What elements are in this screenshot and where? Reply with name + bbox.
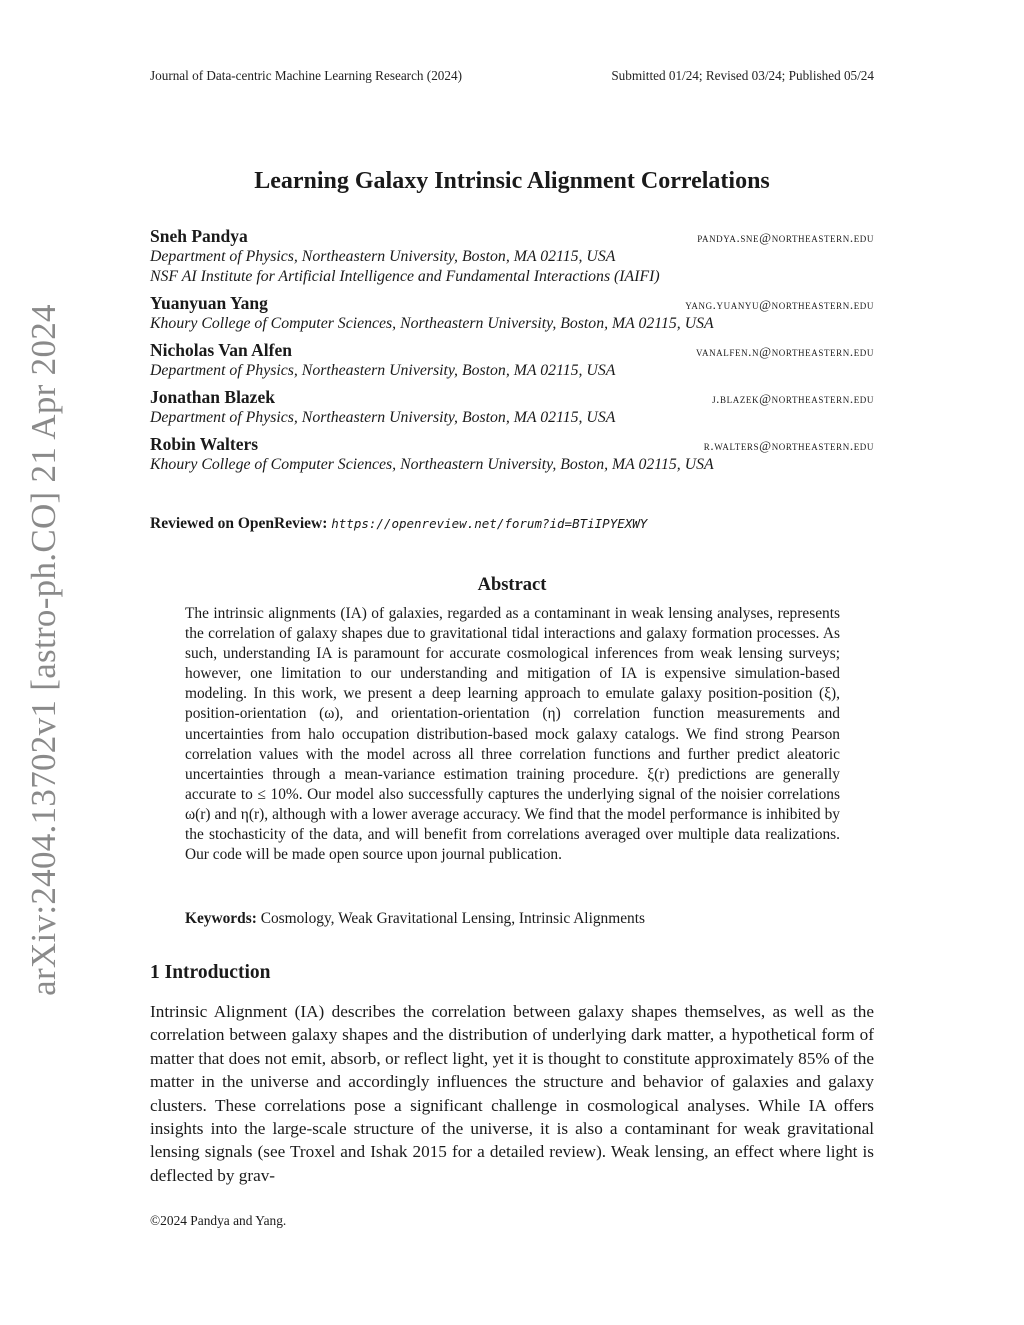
- author-list: [150, 226, 874, 481]
- author-affiliation: Khoury College of Computer Sciences, Northeastern University, Boston, MA 02115, USA: [150, 315, 714, 332]
- author-affiliation: Khoury College of Computer Sciences, Northeastern University, Boston, MA 02115, USA: [150, 456, 714, 473]
- author-name: Sneh Pandya: [150, 226, 248, 246]
- author-name: Robin Walters: [150, 434, 259, 454]
- abstract-text: The intrinsic alignments (IA) of galaxies, regarded as a contaminant in weak lensing analyses, represents the correlation of galaxy shapes due to gravitational tidal interactions and galaxy formation processes. As such, understanding IA is paramount for accurate cosmological inferences from weak lensing surveys; however, one limitation to our understanding and mitigation of IA is expensive simulation-based modeling. In this work, we present a deep learning approach to emulate galaxy position-position (ξ), position-orientation (ω), and orientation-orientation (η) correlation function measurements and uncertainties from halo occupation distribution-based mock galaxy catalogs. We find strong Pearson correlation values with the model across all three correlation functions and further predict aleatoric uncertainties through a mean-variance estimation training procedure. ξ(r) predictions are generally accurate to ≤ 10%. Our model also successfully captures the underlying signal of the noisier correlations ω(r) and η(r), although with a lower average accuracy. We find that the model performance is inhibited by the stochasticity of the data, and will benefit from correlations averaged over multiple data realizations. Our code will be made open source upon journal publication.: [185, 605, 840, 864]
- keywords-text: Cosmology, Weak Gravitational Lensing, Intrinsic Alignments: [260, 910, 646, 927]
- author-email[interactable]: vanalfen.n@northeastern.edu: [696, 344, 874, 359]
- openreview-label: Reviewed on OpenReview:: [150, 515, 328, 532]
- author-affiliation: Department of Physics, Northeastern University, Boston, MA 02115, USA: [150, 362, 616, 379]
- author-name: Jonathan Blazek: [150, 387, 275, 407]
- author-email[interactable]: yang.yuanyu@northeastern.edu: [685, 297, 874, 312]
- introduction-heading: 1 Introduction: [150, 962, 271, 983]
- copyright-footer: ©2024 Pandya and Yang.: [150, 1213, 287, 1228]
- author-name: Nicholas Van Alfen: [150, 340, 292, 360]
- author-name: Yuanyuan Yang: [150, 293, 268, 313]
- openreview-link[interactable]: https://openreview.net/forum?id=BTiIPYEXWY: [331, 516, 648, 531]
- author-affiliation: NSF AI Institute for Artificial Intelligence and Fundamental Interactions (IAIFI): [150, 268, 660, 285]
- author-affiliation: Department of Physics, Northeastern University, Boston, MA 02115, USA: [150, 248, 616, 265]
- author-email[interactable]: pandya.sne@northeastern.edu: [697, 230, 874, 245]
- introduction-text: Intrinsic Alignment (IA) describes the correlation between galaxy shapes themselves, as well as the correlation between galaxy shapes and the distribution of underlying dark matter, a hypothetical form of matter that does not emit, absorb, or reflect light, yet it is thought to constitute approximately 85% of the matter in the universe and accordingly influences the structure and behavior of galaxies and galaxy clusters. These correlations pose a significant challenge in cosmological analyses. While IA offers insights into the large-scale structure of the universe, it is also a contaminant for weak gravitational lensing signals (see Troxel and Ishak 2015 for a detailed review). Weak lensing, an effect where light is deflected by grav-: [150, 1002, 874, 1185]
- paper-title: Learning Galaxy Intrinsic Alignment Correlations: [254, 168, 770, 194]
- author-block: [150, 387, 874, 428]
- abstract-heading: Abstract: [477, 575, 547, 595]
- running-header: [150, 68, 874, 84]
- submission-dates: Submitted 01/24; Revised 03/24; Published 05/24: [611, 68, 874, 83]
- author-block: [150, 226, 874, 287]
- author-block: [150, 434, 874, 475]
- author-block: [150, 340, 874, 381]
- keywords-label: Keywords:: [185, 910, 257, 927]
- keywords-line: [185, 910, 840, 928]
- author-email[interactable]: r.walters@northeastern.edu: [703, 438, 874, 453]
- journal-name: Journal of Data-centric Machine Learning Research (2024): [150, 68, 462, 83]
- author-email[interactable]: j.blazek@northeastern.edu: [712, 391, 874, 406]
- author-block: [150, 293, 874, 334]
- openreview-line: [150, 515, 874, 533]
- arxiv-identifier-stamp: arXiv:2404.13702v1 [astro-ph.CO] 21 Apr 2024: [24, 304, 63, 996]
- author-affiliation: Department of Physics, Northeastern University, Boston, MA 02115, USA: [150, 409, 616, 426]
